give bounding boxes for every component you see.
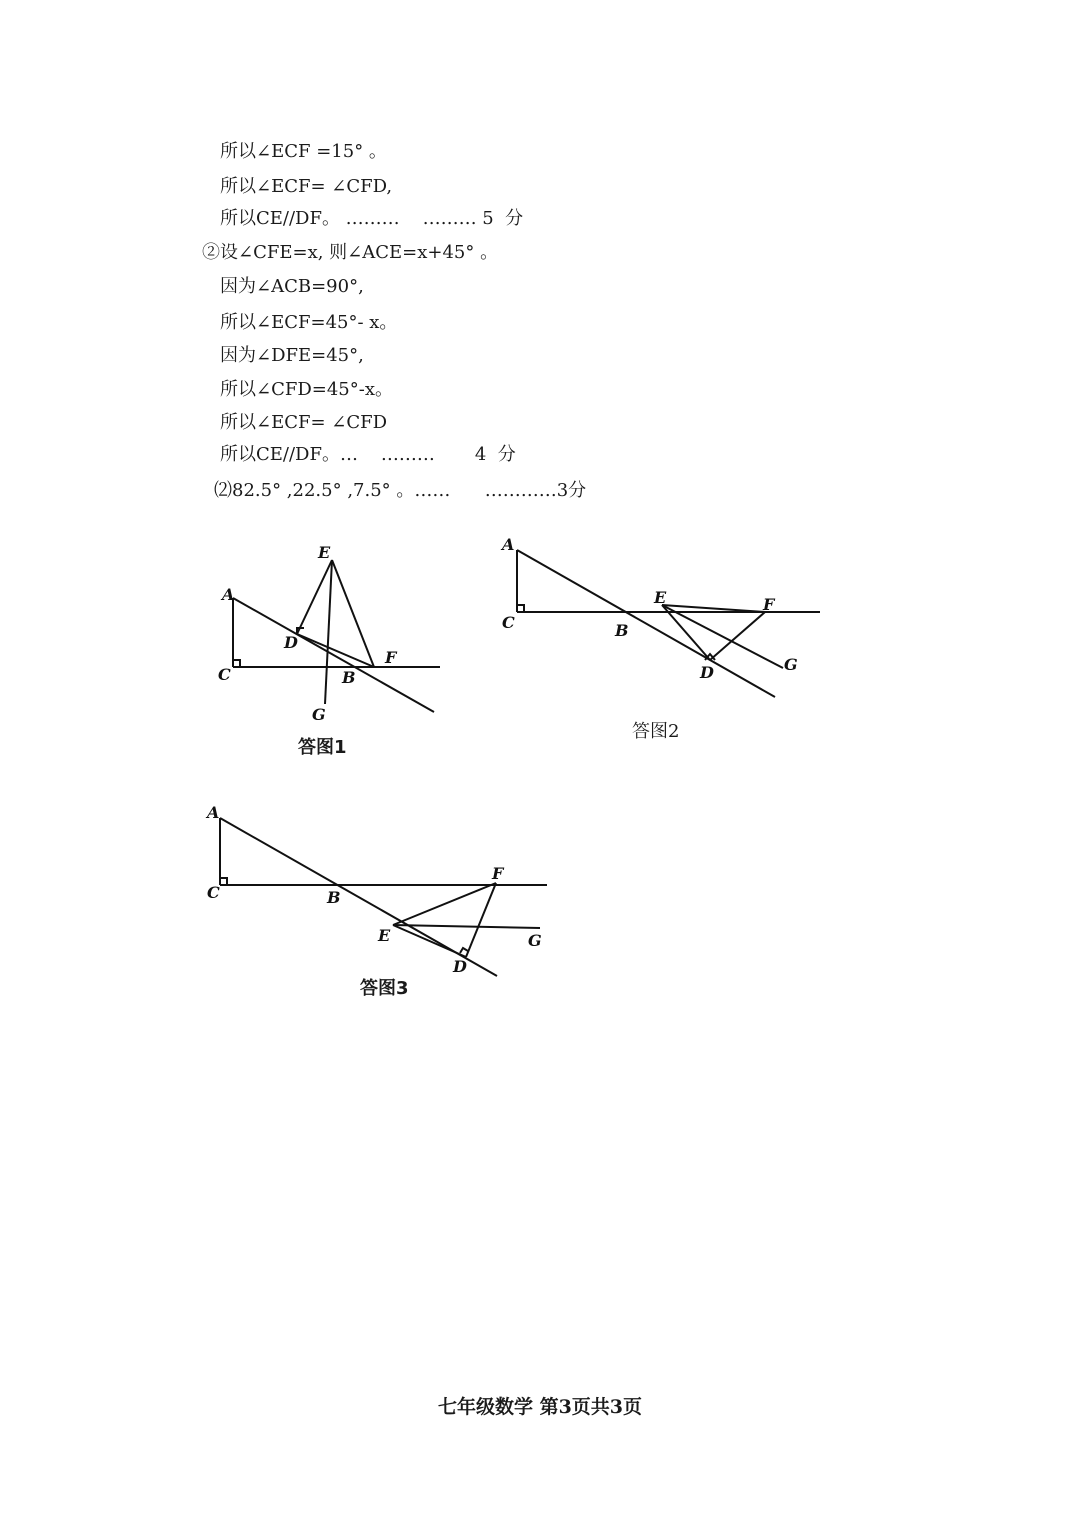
fig1-label-c: C xyxy=(218,665,231,684)
page-footer: 七年级数学 第3页共3页 xyxy=(437,1396,643,1418)
fig2-label-g: G xyxy=(784,655,798,674)
answer-line-11: ⑵82.5° ,22.5° ,7.5° 。…… …………3分 xyxy=(214,480,587,501)
fig2-label-f: F xyxy=(763,595,775,614)
answer-line-7: 因为∠DFE=45°, xyxy=(220,345,364,366)
fig3-label-g: G xyxy=(528,931,542,950)
fig3-label-d: D xyxy=(453,957,467,976)
answer-line-9: 所以∠ECF= ∠CFD xyxy=(220,412,388,433)
fig3-label-e: E xyxy=(378,926,391,945)
fig3-label-b: B xyxy=(327,888,341,907)
figure-3-caption: 答图3 xyxy=(360,978,409,999)
fig2-label-d: D xyxy=(700,663,714,682)
fig3-label-a: A xyxy=(207,803,220,822)
fig2-label-b: B xyxy=(615,621,629,640)
fig1-label-a: A xyxy=(222,585,235,604)
answer-line-4: ②设∠CFE=x, 则∠ACE=x+45° 。 xyxy=(202,242,499,263)
answer-line-2: 所以∠ECF= ∠CFD, xyxy=(220,176,393,197)
fig1-label-g: G xyxy=(312,705,326,724)
fig2-label-a: A xyxy=(502,535,515,554)
answer-line-3: 所以CE//DF。 ……… ……… 5 分 xyxy=(220,208,524,229)
figure-2-caption: 答图2 xyxy=(632,721,680,742)
answer-line-8: 所以∠CFD=45°-x。 xyxy=(220,379,393,400)
answer-line-6: 所以∠ECF=45°- x。 xyxy=(220,312,398,333)
fig3-label-c: C xyxy=(207,883,220,902)
figure-1-caption: 答图1 xyxy=(298,737,347,758)
fig1-label-b: B xyxy=(342,668,356,687)
answer-line-5: 因为∠ACB=90°, xyxy=(220,276,364,297)
fig3-label-f: F xyxy=(492,864,504,883)
fig1-label-f: F xyxy=(385,648,397,667)
fig1-label-d: D xyxy=(284,633,298,652)
answer-line-1: 所以∠ECF =15° 。 xyxy=(220,141,387,162)
fig1-label-e: E xyxy=(318,543,331,562)
fig2-label-c: C xyxy=(502,613,515,632)
fig2-label-e: E xyxy=(654,588,667,607)
answer-line-10: 所以CE//DF。… ……… 4 分 xyxy=(220,444,516,465)
